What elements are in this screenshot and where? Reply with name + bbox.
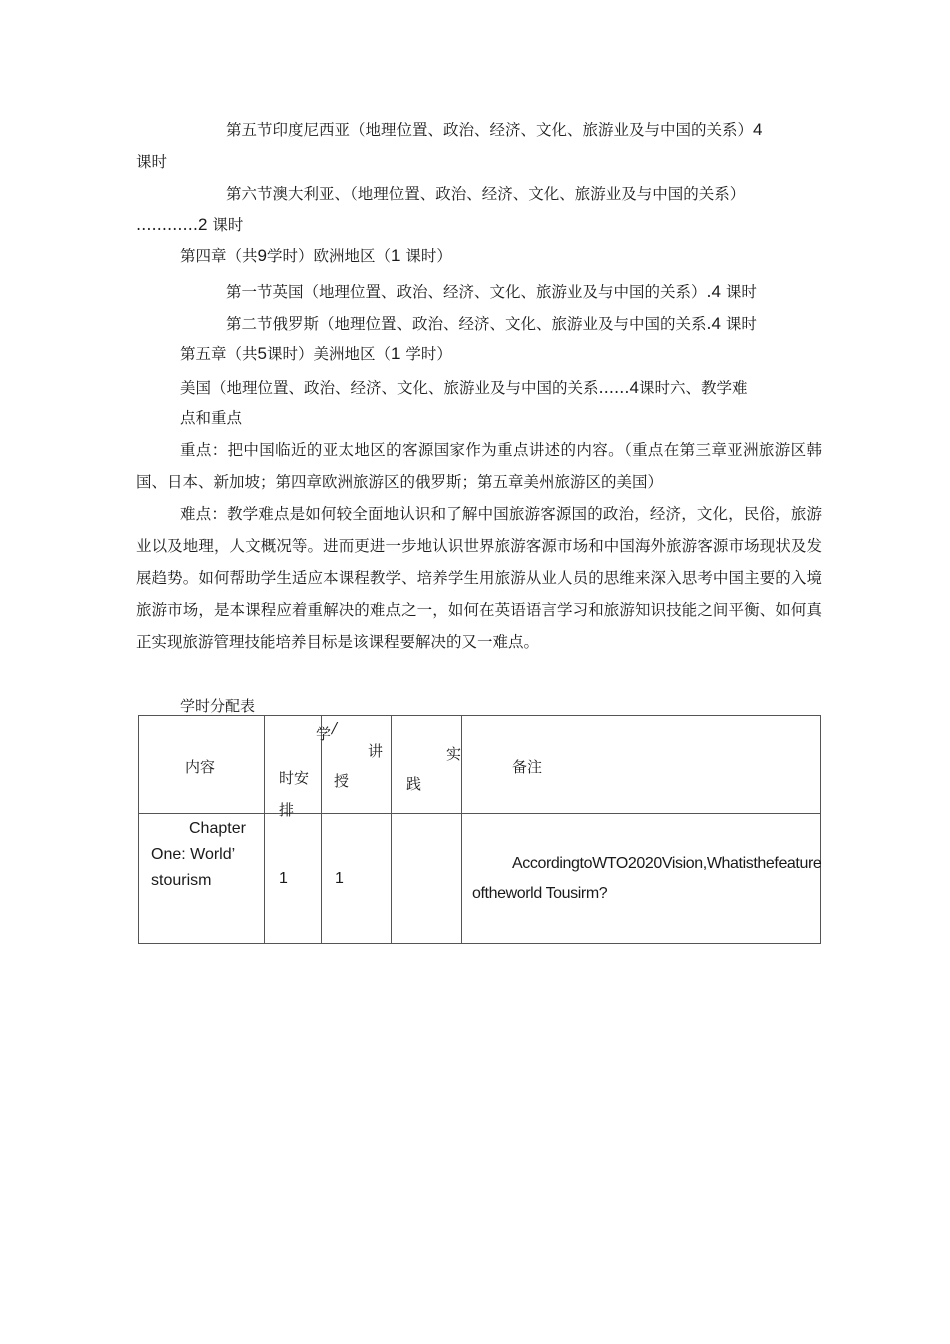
hours-allocation-table — [138, 715, 821, 944]
chapter-4-section-1-uk: 第一节英国（地理位置、政治、经济、文化、旅游业及与中国的关系）.4 课时 — [226, 282, 757, 301]
header-content: 内容 — [139, 716, 265, 814]
table-row — [139, 814, 821, 944]
heading-difficulties-and-key-points: 点和重点 — [180, 409, 243, 427]
section-usa: 美国（地理位置、政治、经济、文化、旅游业及与中国的关系……4课时六、教学难 — [180, 378, 748, 397]
difficulties-paragraph: 难点：教学难点是如何较全面地认识和了解中国旅游客源国的政治，经济，文化，民俗，旅游业以及地理，人文概况等。进而更进一步地认识世界旅游客源市场和中国海外旅游客源市场现状及发展趋势。如何帮助学生适应本课程教学、培养学生用旅游从业人员的思维来深入思考中国主要的入境旅游市场，是本课程应着重解决的难点之一，如何在英语语言学习和旅游知识技能之间平衡、如何真正实现旅游管理技能培养目标是该课程要解决的又一难点。 — [136, 505, 822, 651]
table-header-row — [139, 716, 821, 814]
section-5-hours-unit: 课时 — [136, 153, 168, 171]
header-lecture: 学 / 讲 授 — [322, 716, 392, 814]
section-6-hours: …………2 课时 — [136, 215, 244, 234]
table-caption: 学时分配表 — [180, 697, 256, 715]
section-6-australia: 第六节澳大利亚、（地理位置、政治、经济、文化、旅游业及与中国的关系） — [226, 185, 746, 203]
header-practice: 实 践 — [392, 716, 462, 814]
chapter-4-europe: 第四章（共9学时）欧洲地区（1 课时） — [180, 246, 452, 265]
row-practice — [392, 814, 462, 944]
header-remarks: 备注 — [462, 716, 821, 814]
chapter-4-section-2-russia: 第二节俄罗斯（地理位置、政治、经济、文化、旅游业及与中国的关系.4 课时 — [226, 314, 757, 333]
row-lecture: 1 — [322, 814, 392, 944]
row-remarks: AccordingtoWTO2020Vision,Whatisthefeatureoftheworld Tousirm? — [462, 814, 821, 944]
chapter-5-americas: 第五章（共5课时）美洲地区（1 学时） — [180, 344, 452, 363]
section-5-indonesia: 第五节印度尼西亚（地理位置、政治、经济、文化、旅游业及与中国的关系）4 — [226, 120, 763, 139]
key-points-paragraph: 重点：把中国临近的亚太地区的客源国家作为重点讲述的内容。（重点在第三章亚洲旅游区韩国、日本、新加坡；第四章欧洲旅游区的俄罗斯；第五章美州旅游区的美国） — [136, 441, 822, 491]
row-hours: 1 — [265, 814, 322, 944]
row-content: Chapter One: World’ stourism — [139, 814, 265, 944]
header-hours: 时安 排 — [265, 716, 322, 814]
